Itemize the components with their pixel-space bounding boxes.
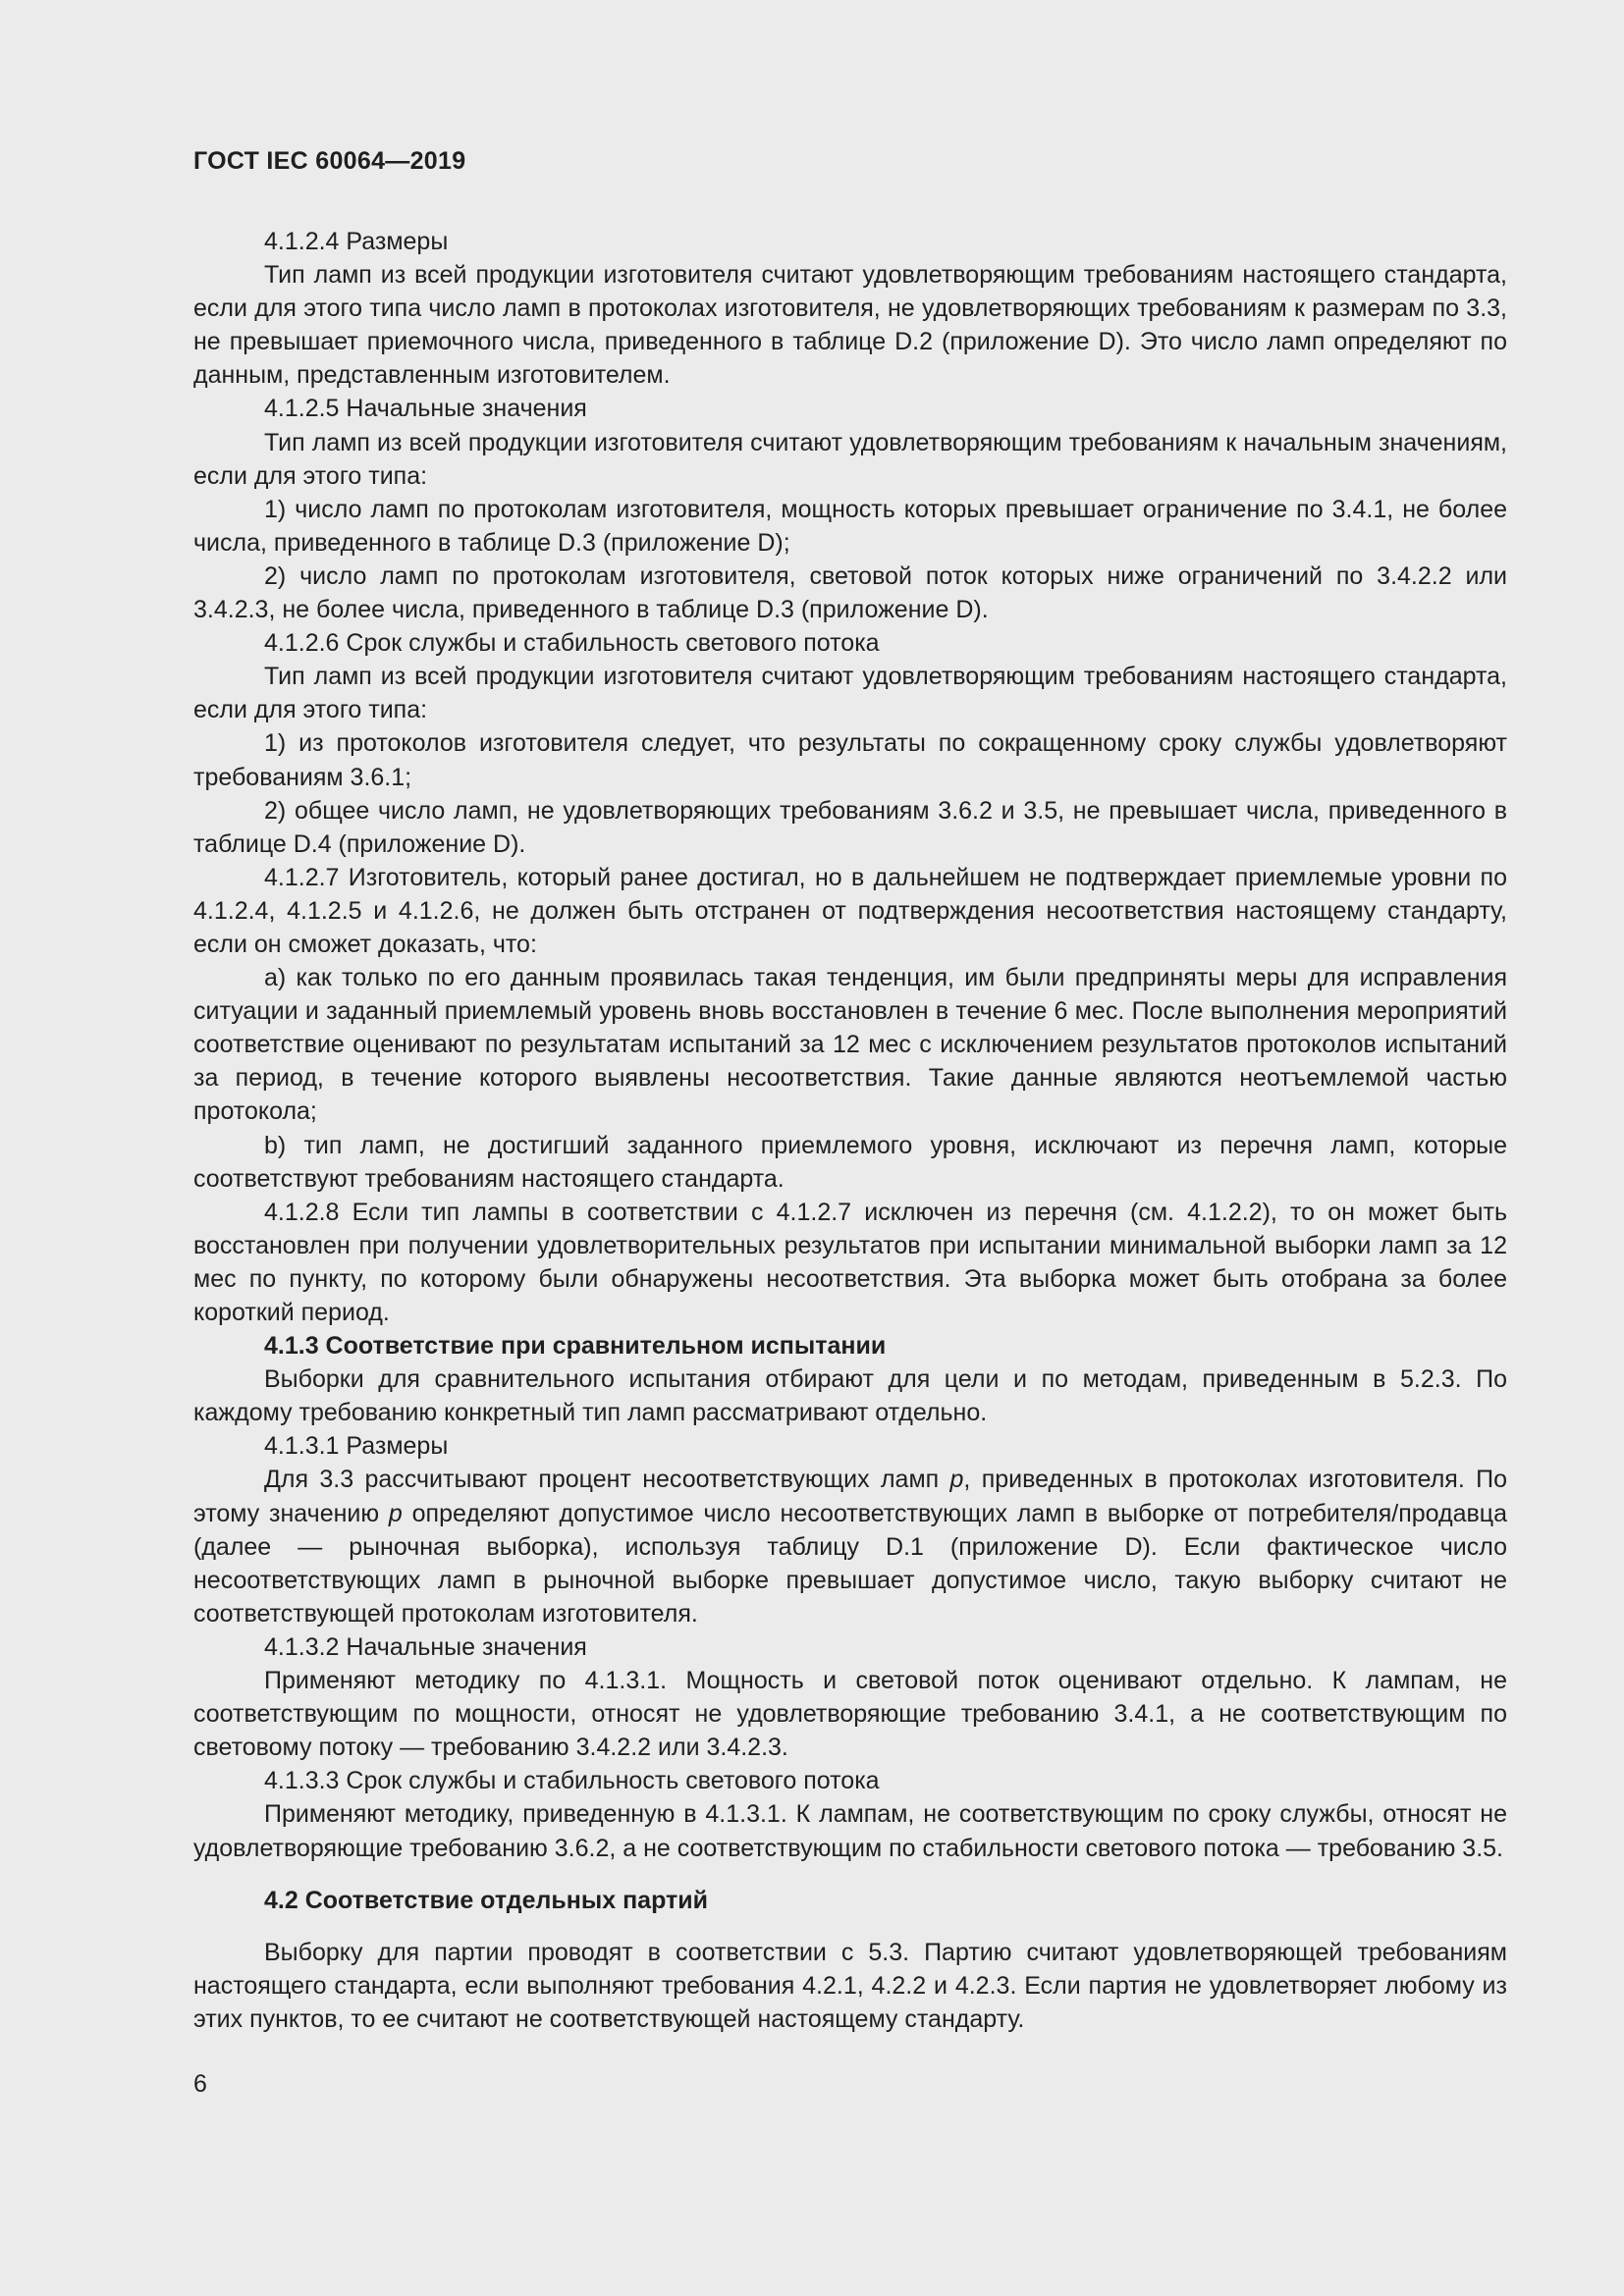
page-number: 6 [193,2070,207,2098]
subsection-title-4-1-2-5: 4.1.2.5 Начальные значения [264,395,587,423]
section-title-4-1-3: 4.1.3 Соответствие при сравнительном испытании [264,1332,887,1361]
paragraph: Выборку для партии проводят в соответствии с 5.3. Партию считают удовлетворяющей требованиям настоящего стандарта, если выполняют требования 4.2.1, 4.2.2 и 4.2.3. Если партия не удовлетворяет любому из этих пунктов, то ее считают не соответствующей настоящему стандарту. [193,1938,1507,2033]
list-item: 1) число ламп по протоколам изготовителя, мощность которых превышает ограничение по 3.4.1, не более числа, приведенного в таблице D.3 (приложение D); [193,495,1507,557]
list-item: 2) общее число ламп, не удовлетворяющих требованиям 3.6.2 и 3.5, не превышает числа, приведенного в таблице D.4 (приложение D). [193,796,1507,858]
paragraph: Тип ламп из всей продукции изготовителя считают удовлетворяющим требованиям настоящего стандарта, если для этого типа: [193,663,1507,724]
paragraph: Применяют методику по 4.1.3.1. Мощность и световой поток оценивают отдельно. К лампам, не соответствующим по мощности, относят не удовлетворяющие требованию 3.4.1, а не соответствующим по световому потоку — требованию 3.4.2.2 или 3.4.2.3. [193,1667,1507,1762]
list-item: 1) из протоколов изготовителя следует, что результаты по сокращенному сроку службы удовлетворяют требованиям 3.6.1; [193,729,1507,791]
list-item: a) как только по его данным проявилась такая тенденция, им были предприняты меры для исправления ситуации и заданный приемлемый уровень вновь восстановлен в течение 6 мес. После выполнения мероприятий соответствие оценивают по результатам испытаний за 12 мес с исключением результатов протоколов испытаний за период, в течение которого выявлены несоответствия. Такие данные являются неотъемлемой частью протокола; [193,964,1507,1126]
text-run: , приведенных в протоколах изготовителя. По этому значению [193,1466,1507,1527]
document-body [193,225,1507,2036]
list-item: 2) число ламп по протоколам изготовителя, световой поток которых ниже ограничений по 3.4.2.2 или 3.4.2.3, не более числа, приведенного в таблице D.3 (приложение D). [193,561,1507,624]
list-item: b) тип ламп, не достигший заданного приемлемого уровня, исключают из перечня ламп, которые соответствуют требованиям настоящего стандарта. [193,1131,1507,1193]
paragraph-4-1-3-1 [193,1463,1507,1629]
paragraph: Тип ламп из всей продукции изготовителя считают удовлетворяющим требованиям настоящего стандарта, если для этого типа число ламп в протоколах изготовителя, не удовлетворяющих требованиям к размерам по 3.3, не превышает приемочного числа, приведенного в таблице D.2 (приложение D). Это число ламп определяют по данным, представленным изготовителем. [193,261,1507,390]
text-run: определяют допустимое число несоответствующих ламп в выборке от потребителя/продавца (далее — рыночная выборка), используя таблицу D.1 (приложение D). Если фактическое число несоответствующих ламп в рыночной выборке превышает допустимое число, такую выборку считают не соответствующей протоколам изготовителя. [193,1499,1507,1628]
paragraph: Применяют методику, приведенную в 4.1.3.1. К лампам, не соответствующим по сроку службы, относят не удовлетворяющие требованию 3.6.2, а не соответствующим по стабильности светового потока — требованию 3.5. [193,1800,1507,1862]
paragraph: Тип ламп из всей продукции изготовителя считают удовлетворяющим требованиям к начальным значениям, если для этого типа: [193,428,1507,490]
subsection-title-4-1-3-3: 4.1.3.3 Срок службы и стабильность светового потока [264,1767,880,1795]
paragraph-4-1-2-7: 4.1.2.7 Изготовитель, который ранее достигал, но в дальнейшем не подтверждает приемлемые уровни по 4.1.2.4, 4.1.2.5 и 4.1.2.6, не должен быть отстранен от подтверждения несоответствия настоящему стандарту, если он сможет доказать, что: [193,863,1507,958]
subsection-title-4-1-3-1: 4.1.3.1 Размеры [264,1432,449,1461]
variable-p: p [949,1466,964,1494]
paragraph: Выборки для сравнительного испытания отбирают для цели и по методам, приведенным в 5.2.3. По каждому требованию конкретный тип ламп рассматривают отдельно. [193,1365,1507,1427]
subsection-title-4-1-3-2: 4.1.3.2 Начальные значения [264,1632,587,1661]
text-run: Для 3.3 рассчитывают процент несоответствующих ламп [264,1466,950,1494]
subsection-title-4-1-2-6: 4.1.2.6 Срок службы и стабильность светового потока [264,629,880,658]
subsection-title-4-1-2-4: 4.1.2.4 Размеры [264,228,449,255]
paragraph-4-1-2-8: 4.1.2.8 Если тип лампы в соответствии с 4.1.2.7 исключен из перечня (см. 4.1.2.2), то он может быть восстановлен при получении удовлетворительных результатов при испытании минимальной выборки ламп за 12 мес по пункту, по которому были обнаружены несоответствия. Эта выборка может быть отобрана за более короткий период. [193,1198,1507,1326]
document-header: ГОСТ IEC 60064—2019 [193,147,466,175]
section-title-4-2: 4.2 Соответствие отдельных партий [264,1886,708,1914]
variable-p: p [388,1499,403,1527]
